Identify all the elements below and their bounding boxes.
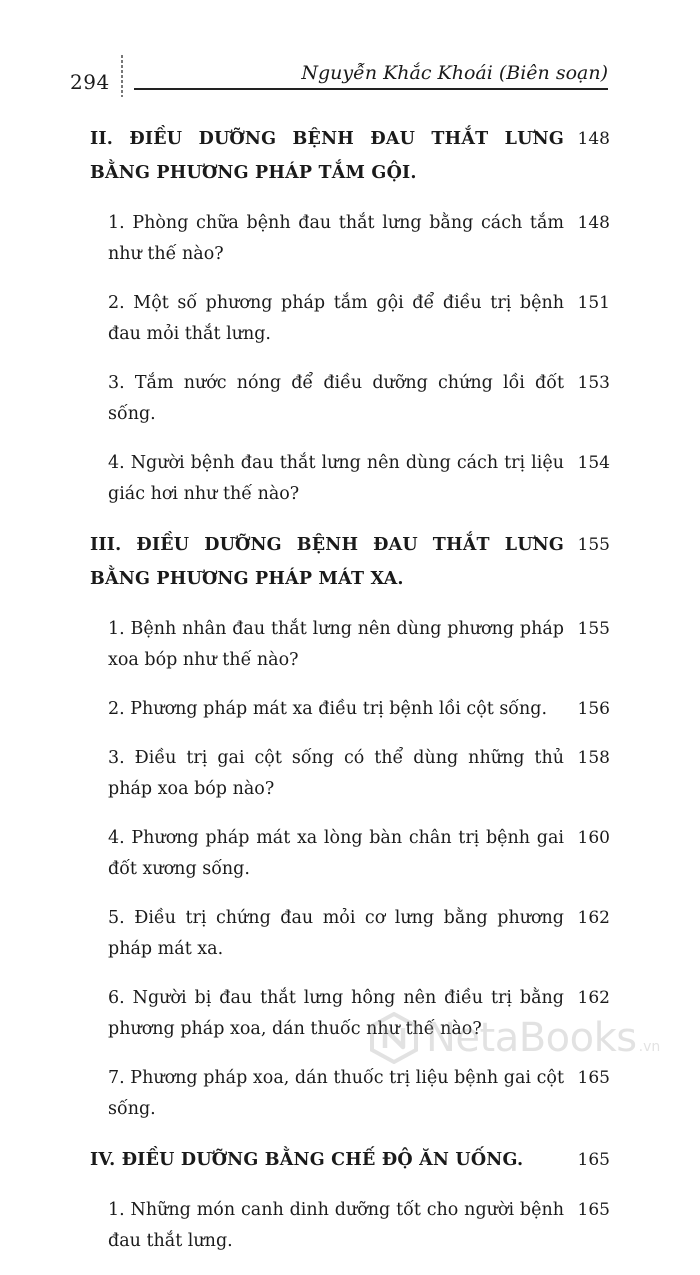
table-of-contents xyxy=(90,122,610,1275)
toc-entry-text: 1. Những món canh dinh dưỡng tốt cho người bệnh đau thắt lưng. xyxy=(108,1200,564,1251)
page-header xyxy=(0,0,700,110)
toc-item xyxy=(90,694,610,725)
header-rule xyxy=(134,88,608,90)
toc-item xyxy=(90,448,610,510)
toc-entry-text: 6. Người bị đau thắt lưng hông nên điều trị bằng phương pháp xoa, dán thuốc như thế nào? xyxy=(108,988,564,1039)
toc-item xyxy=(90,368,610,430)
watermark-suffix: .vn xyxy=(638,1039,661,1055)
netabooks-watermark xyxy=(368,1012,660,1064)
toc-item xyxy=(90,614,610,676)
toc-item xyxy=(90,288,610,350)
toc-entry-text: 5. Điều trị chứng đau mỏi cơ lưng bằng phương pháp mát xa. xyxy=(108,908,564,959)
toc-entry-text: 2. Phương pháp mát xa điều trị bệnh lồi cột sống. xyxy=(108,699,548,719)
header-author: Nguyễn Khắc Khoái (Biên soạn) xyxy=(301,62,608,84)
toc-entry-page: 165 xyxy=(577,1068,610,1088)
toc-entry-text: 7. Phương pháp xoa, dán thuốc trị liệu bệnh gai cột sống. xyxy=(108,1068,564,1119)
toc-entry-text: 1. Phòng chữa bệnh đau thắt lưng bằng cách tắm như thế nào? xyxy=(108,213,564,264)
toc-entry-text: III. ĐIỀU DƯỠNG BỆNH ĐAU THẮT LƯNG BẰNG PHƯƠNG PHÁP MÁT XA. xyxy=(90,535,564,589)
header-divider-vertical xyxy=(121,55,123,97)
toc-entry-text: 2. Một số phương pháp tắm gội để điều trị bệnh đau mỏi thắt lưng. xyxy=(108,293,564,344)
toc-item xyxy=(90,1063,610,1125)
netabooks-logo-icon xyxy=(368,1012,420,1064)
watermark-brand: NetaBooks xyxy=(426,1015,637,1061)
toc-section xyxy=(90,122,610,190)
toc-entry-page: 162 xyxy=(577,988,610,1008)
toc-entry-page: 158 xyxy=(577,748,610,768)
page-number: 294 xyxy=(70,70,110,94)
toc-entry-page: 153 xyxy=(577,373,610,393)
toc-entry-page: 160 xyxy=(577,828,610,848)
toc-entry-text: 3. Điều trị gai cột sống có thể dùng những thủ pháp xoa bóp nào? xyxy=(108,748,564,799)
toc-entry-page: 162 xyxy=(577,908,610,928)
toc-entry-page: 156 xyxy=(577,699,610,719)
toc-entry-text: 1. Bệnh nhân đau thắt lưng nên dùng phương pháp xoa bóp như thế nào? xyxy=(108,619,564,670)
toc-entry-page: 148 xyxy=(577,213,610,233)
toc-item xyxy=(90,743,610,805)
toc-entry-text: 4. Phương pháp mát xa lòng bàn chân trị bệnh gai đốt xương sống. xyxy=(108,828,564,879)
toc-entry-text: 3. Tắm nước nóng để điều dưỡng chứng lồi đốt sống. xyxy=(108,373,564,424)
toc-section xyxy=(90,528,610,596)
toc-entry-text: 4. Người bệnh đau thắt lưng nên dùng cách trị liệu giác hơi như thế nào? xyxy=(108,453,564,504)
toc-item xyxy=(90,823,610,885)
toc-item xyxy=(90,1195,610,1257)
toc-entry-page: 165 xyxy=(577,1150,610,1170)
toc-entry-text: IV. ĐIỀU DƯỠNG BẰNG CHẾ ĐỘ ĂN UỐNG. xyxy=(90,1150,524,1170)
toc-entry-page: 154 xyxy=(577,453,610,473)
toc-section xyxy=(90,1143,610,1177)
toc-entry-page: 151 xyxy=(577,293,610,313)
toc-item xyxy=(90,903,610,965)
toc-entry-page: 165 xyxy=(577,1200,610,1220)
toc-item xyxy=(90,208,610,270)
toc-entry-text: II. ĐIỀU DƯỠNG BỆNH ĐAU THẮT LƯNG BẰNG PHƯƠNG PHÁP TẮM GỘI. xyxy=(90,129,564,183)
toc-entry-page: 155 xyxy=(577,535,610,555)
toc-entry-page: 155 xyxy=(577,619,610,639)
toc-entry-page: 148 xyxy=(577,129,610,149)
